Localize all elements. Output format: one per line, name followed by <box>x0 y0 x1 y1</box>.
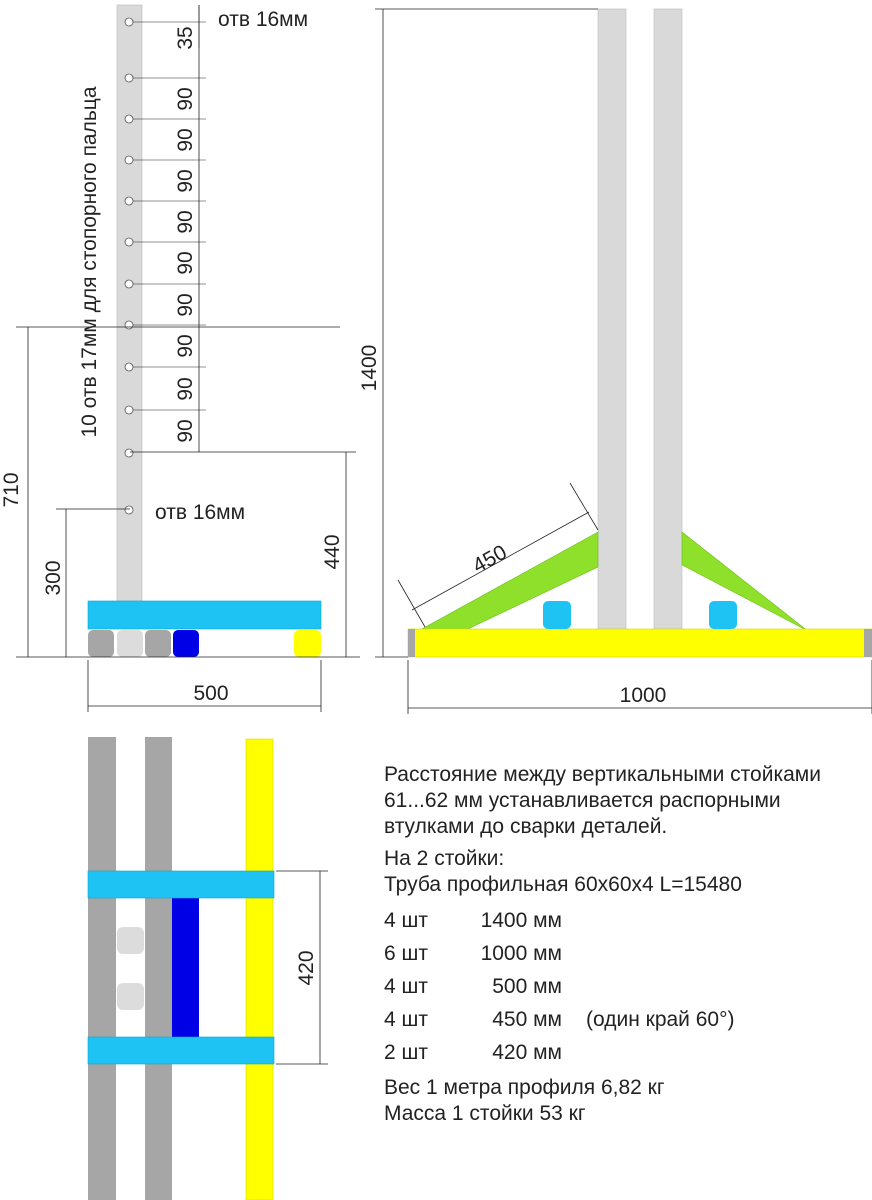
dim-710: 710 <box>0 472 23 508</box>
top-tube-yellow <box>246 739 273 1200</box>
hole <box>125 449 133 457</box>
parts-row <box>384 937 854 970</box>
part-qty: 4 шт <box>384 974 428 998</box>
tube-section-yellow <box>294 630 321 657</box>
dim-1400: 1400 <box>358 344 381 392</box>
hole-16-top-label: отв 16мм <box>218 8 309 31</box>
notes-heading: На 2 стойки: <box>384 847 505 870</box>
side-view <box>0 5 360 712</box>
tube-section-gray-1 <box>88 630 114 657</box>
front-base-end-right <box>864 629 872 657</box>
part-length: 500 мм <box>492 974 562 998</box>
profile-weight: Вес 1 метра профиля 6,82 кг <box>384 1076 665 1099</box>
parts-row <box>384 1036 854 1069</box>
tube-section-gray-3 <box>145 630 171 657</box>
tube-spec: Труба профильная 60х60х4 L=15480 <box>384 873 742 896</box>
top-crossbar-2 <box>88 1037 274 1064</box>
part-length: 1000 мм <box>480 941 562 965</box>
dim-90: 90 <box>174 334 197 358</box>
hole <box>125 363 133 371</box>
dim-90-labels <box>174 87 197 442</box>
top-tube-gray-2 <box>145 737 172 1200</box>
dim-90: 90 <box>174 210 197 234</box>
holes-17-label: 10 отв 17мм для стопорного пальца <box>78 86 101 438</box>
dim-300: 300 <box>42 560 65 596</box>
hole <box>125 156 133 164</box>
part-length: 450 мм <box>492 1007 562 1031</box>
specification-notes <box>384 762 854 1127</box>
part-length: 1400 мм <box>480 908 562 932</box>
hole <box>125 197 133 205</box>
top-view <box>88 737 328 1200</box>
front-post-right <box>654 9 682 629</box>
front-view <box>358 9 872 714</box>
cross-section-left <box>543 601 571 629</box>
brace-left <box>420 532 598 630</box>
dim-450: 450 <box>468 540 511 578</box>
dim-420: 420 <box>295 950 318 986</box>
hole <box>125 74 133 82</box>
front-post-left <box>598 9 626 629</box>
hole <box>125 506 133 514</box>
dim-500: 500 <box>193 682 229 705</box>
part-qty: 2 шт <box>384 1040 428 1064</box>
parts-row <box>384 904 854 937</box>
top-crossbar-1 <box>88 871 274 898</box>
spacer-2 <box>117 983 144 1010</box>
tube-section-blue <box>173 630 199 657</box>
front-base-end-left <box>408 629 415 657</box>
hole <box>125 321 133 329</box>
tube-section-gray-2 <box>117 630 143 657</box>
post-mass: Масса 1 стойки 53 кг <box>384 1102 586 1125</box>
front-base-beam <box>408 629 872 657</box>
spacer-1 <box>117 927 144 954</box>
dim-90: 90 <box>174 169 197 193</box>
dim-90: 90 <box>174 419 197 443</box>
hole <box>125 238 133 246</box>
dim-440: 440 <box>321 534 344 570</box>
dim-1000: 1000 <box>619 684 667 707</box>
parts-row <box>384 1003 854 1036</box>
part-qty: 6 шт <box>384 941 428 965</box>
part-remark: (один край 60°) <box>586 1007 735 1031</box>
part-length: 420 мм <box>492 1040 562 1064</box>
hole <box>125 115 133 123</box>
part-qty: 4 шт <box>384 1007 428 1031</box>
part-qty: 4 шт <box>384 908 428 932</box>
hole <box>125 280 133 288</box>
hole-16-mid-label: отв 16мм <box>155 501 246 524</box>
dim-90: 90 <box>174 251 197 275</box>
side-base-beam <box>88 601 321 629</box>
dim-90: 90 <box>174 128 197 152</box>
dim-35: 35 <box>174 26 197 50</box>
dim-90: 90 <box>174 377 197 401</box>
dim-90: 90 <box>174 293 197 317</box>
cross-section-right <box>709 601 737 629</box>
top-tube-gray-1 <box>88 737 116 1200</box>
parts-list <box>384 904 854 1069</box>
parts-row <box>384 970 854 1003</box>
hole <box>125 406 133 414</box>
dim-90: 90 <box>174 87 197 111</box>
hole <box>125 18 133 26</box>
top-tube-blue <box>172 897 199 1038</box>
spacing-note: Расстояние между вертикальными стойками 61...62 мм устанавливается распорными втулками до сварки деталей. <box>384 763 821 838</box>
